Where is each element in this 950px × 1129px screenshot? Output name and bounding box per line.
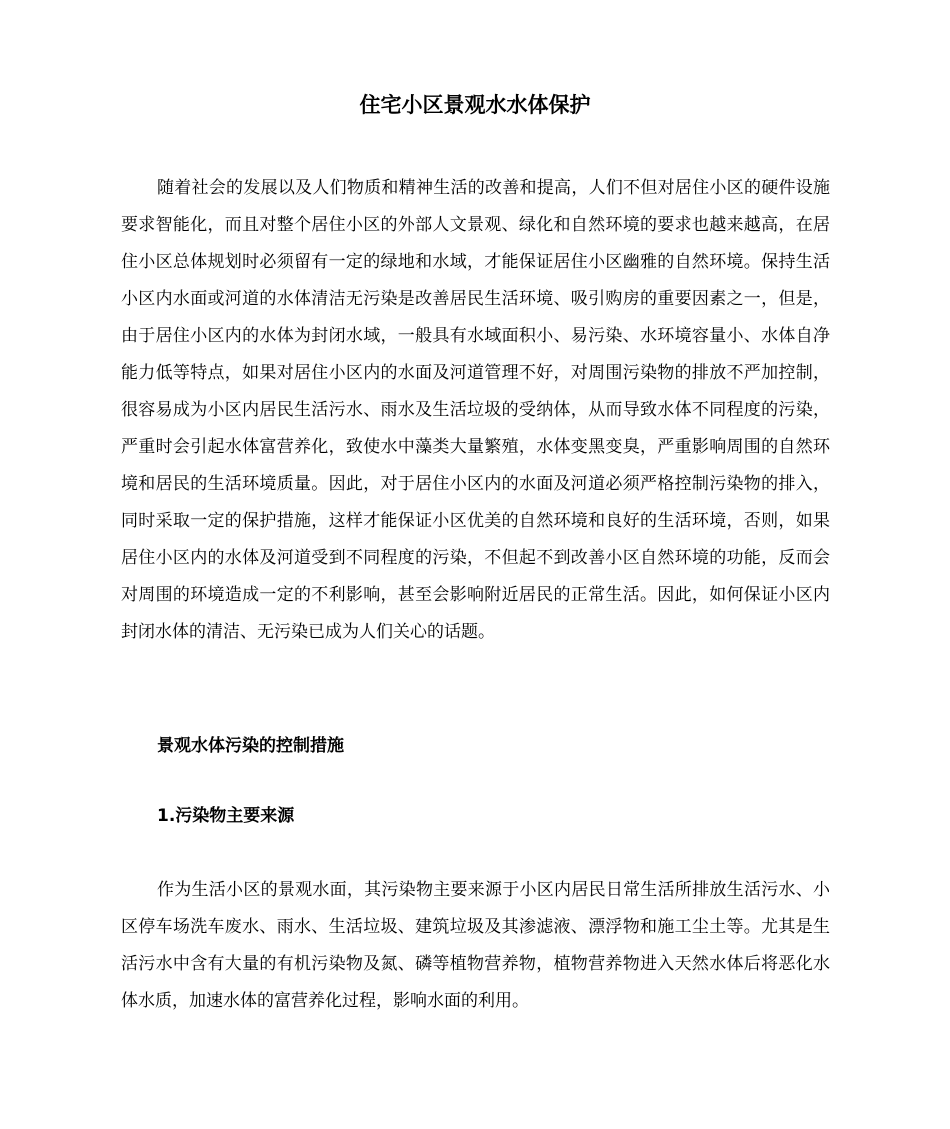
subsection-heading: 1.污染物主要来源 (157, 806, 295, 826)
document-title: 住宅小区景观水水体保护 (359, 93, 591, 117)
pollution-source-paragraph: 作为生活小区的景观水面，其污染物主要来源于小区内居民日常生活所排放生活污水、小区停车场洗车废水、雨水、生活垃圾、建筑垃圾及其渗滤液、漂浮物和施工尘土等。尤其是生活污水中含有大量的有机污染物及氮、磷等植物营养物，植物营养物进入天然水体后将恶化水体水质，加速水体的富营养化过程，影响水面的利用。 (121, 880, 830, 1011)
section-heading: 景观水体污染的控制措施 (157, 736, 344, 756)
intro-paragraph: 随着社会的发展以及人们物质和精神生活的改善和提高，人们不但对居住小区的硬件设施要求智能化，而且对整个居住小区的外部人文景观、绿化和自然环境的要求也越来越高，在居住小区总体规划时必须留有一定的绿地和水域，才能保证居住小区幽雅的自然环境。保持生活小区内水面或河道的水体清洁无污染是改善居民生活环境、吸引购房的重要因素之一，但是，由于居住小区内的水体为封闭水域，一般具有水域面积小、易污染、水环境容量小、水体自净能力低等特点，如果对居住小区内的水面及河道管理不好，对周围污染物的排放不严加控制，很容易成为小区内居民生活污水、雨水及生活垃圾的受纳体，从而导致水体不同程度的污染，严重时会引起水体富营养化，致使水中藻类大量繁殖，水体变黑变臭，严重影响周围的自然环境和居民的生活环境质量。因此，对于居住小区内的水面及河道必须严格控制污染物的排入，同时采取一定的保护措施，这样才能保证小区优美的自然环境和良好的生活环境，否则，如果居住小区内的水体及河道受到不同程度的污染，不但起不到改善小区自然环境的功能，反而会对周围的环境造成一定的不利影响，甚至会影响附近居民的正常生活。因此，如何保证小区内封闭水体的清洁、无污染已成为人们关心的话题。 (121, 178, 830, 642)
